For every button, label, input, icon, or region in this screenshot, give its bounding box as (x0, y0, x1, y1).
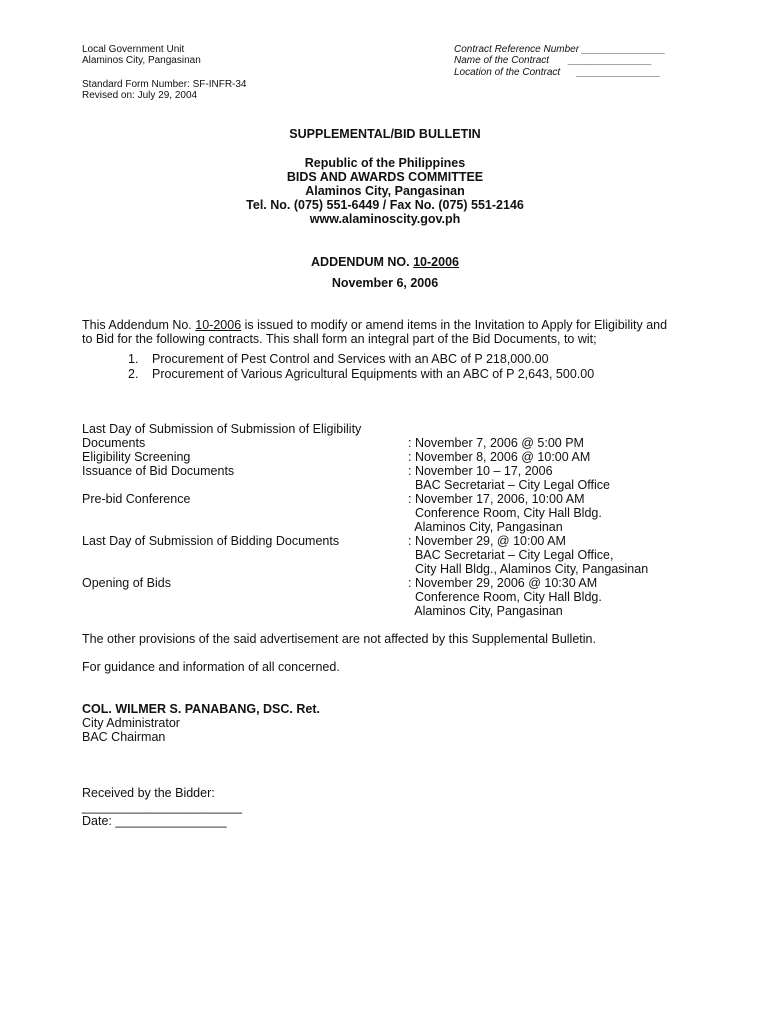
signature-line: _______________________ (82, 800, 242, 814)
schedule-value: BAC Secretariat – City Legal Office (408, 478, 610, 492)
agency-phone: Tel. No. (075) 551-6449 / Fax No. (075) 551-2146 (246, 198, 524, 212)
revised-date: Revised on: July 29, 2004 (82, 90, 198, 101)
schedule-value: Alaminos City, Pangasinan (408, 520, 563, 534)
closing-line-1: The other provisions of the said advertisement are not affected by this Supplemental Bulletin. (82, 632, 596, 646)
received-by-label: Received by the Bidder: (82, 786, 215, 800)
committee-line: BIDS AND AWARDS COMMITTEE (286, 170, 484, 184)
intro-number: 10-2006 (195, 318, 242, 332)
contract-reference: Contract Reference Number _______________ (454, 44, 666, 55)
schedule-label: Eligibility Screening (82, 450, 191, 464)
signatory-name: COL. WILMER S. PANABANG, DSC. Ret. (82, 702, 320, 716)
schedule-value: BAC Secretariat – City Legal Office, (408, 548, 614, 562)
schedule-label: Opening of Bids (82, 576, 171, 590)
date-line: Date: ________________ (82, 814, 227, 828)
addendum-heading (0, 255, 770, 269)
schedule-value: Conference Room, City Hall Bldg. (408, 506, 602, 520)
intro-line-1 (82, 318, 667, 332)
addendum-number: 10-2006 (413, 255, 459, 269)
intro-part1: This Addendum No. (82, 318, 196, 332)
addendum-label: ADDENDUM NO. (311, 255, 414, 269)
schedule-label: Pre-bid Conference (82, 492, 191, 506)
contract-item: Procurement of Various Agricultural Equipments with an ABC of P 2,643, 500.00 (152, 367, 595, 381)
schedule-label: Last Day of Submission of Submission of Eligibility (82, 422, 362, 436)
republic-line: Republic of the Philippines (304, 156, 466, 170)
schedule-label: Documents (82, 436, 146, 450)
form-number: Standard Form Number: SF-INFR-34 (82, 79, 247, 90)
schedule-value: : November 29, @ 10:00 AM (408, 534, 566, 548)
schedule-value: Alaminos City, Pangasinan (408, 604, 563, 618)
schedule-value: : November 17, 2006, 10:00 AM (408, 492, 585, 506)
signatory-role: BAC Chairman (82, 730, 166, 744)
schedule-value: : November 8, 2006 @ 10:00 AM (408, 450, 591, 464)
document-title: SUPPLEMENTAL/BID BULLETIN (289, 127, 481, 141)
header-city: Alaminos City, Pangasinan (82, 55, 201, 66)
schedule-label: Issuance of Bid Documents (82, 464, 235, 478)
schedule-value: : November 29, 2006 @ 10:30 AM (408, 576, 598, 590)
contract-location: Location of the Contract _______________ (454, 67, 661, 78)
signatory-title: City Administrator (82, 716, 180, 730)
agency-website: www.alaminoscity.gov.ph (309, 212, 461, 226)
header-lgu: Local Government Unit (82, 44, 185, 55)
contract-name: Name of the Contract _______________ (454, 55, 652, 66)
contract-item-num: 2. (128, 367, 139, 381)
closing-line-2: For guidance and information of all concerned. (82, 660, 340, 674)
contract-item: Procurement of Pest Control and Services with an ABC of P 218,000.00 (152, 352, 549, 366)
contract-item-num: 1. (128, 352, 139, 366)
intro-part2: is issued to modify or amend items in the Invitation to Apply for Eligibility and (241, 318, 668, 332)
agency-city: Alaminos City, Pangasinan (305, 184, 465, 198)
schedule-value: : November 10 – 17, 2006 (408, 464, 553, 478)
schedule-value: City Hall Bldg., Alaminos City, Pangasinan (408, 562, 649, 576)
addendum-date: November 6, 2006 (331, 276, 439, 290)
intro-line-2: to Bid for the following contracts. This shall form an integral part of the Bid Documents, to wit; (82, 332, 597, 346)
schedule-value: Conference Room, City Hall Bldg. (408, 590, 602, 604)
schedule-label: Last Day of Submission of Bidding Documents (82, 534, 340, 548)
schedule-value: : November 7, 2006 @ 5:00 PM (408, 436, 584, 450)
